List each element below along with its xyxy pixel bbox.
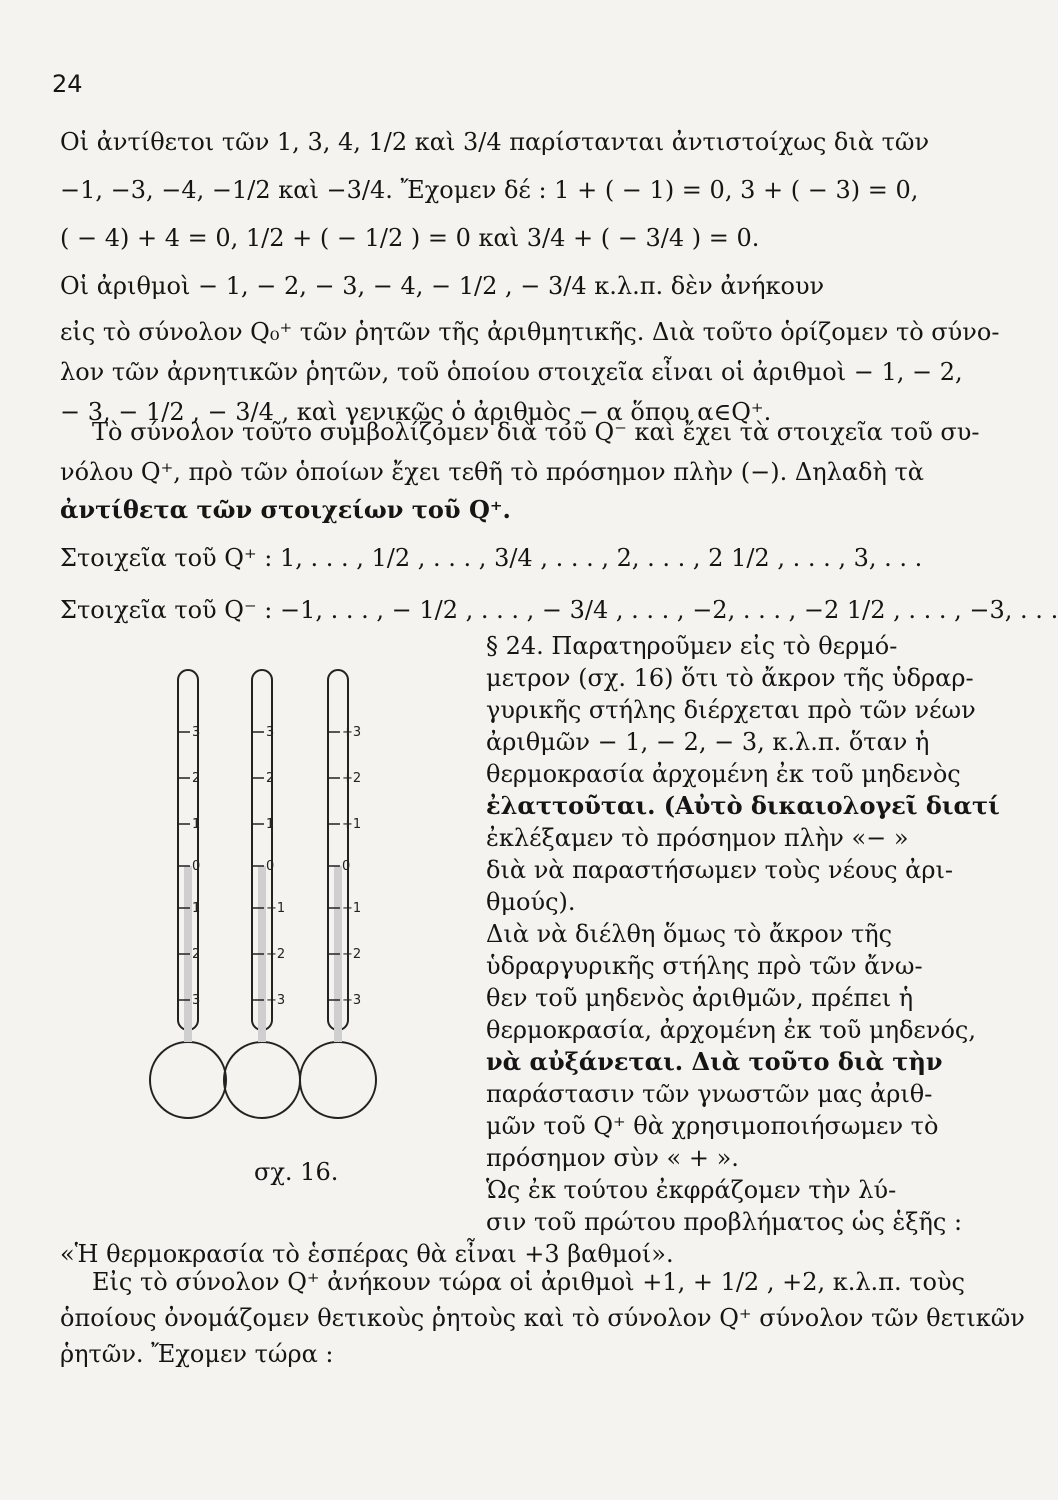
text-line: ὁποίους ὀνομάζομεν θετικοὺς ῥητοὺς καὶ τὸ σύνολον Q⁺ σύνολον τῶν θετικῶν: [60, 1304, 1025, 1332]
text-line: ῥητῶν. Ἔχομεν τώρα :: [60, 1340, 334, 1368]
text-line: Τὸ σύνολον τοῦτο συμβολίζομεν διὰ τοῦ Q⁻ καὶ ἔχει τὰ στοιχεῖα τοῦ συ-: [92, 418, 980, 446]
paragraph-line: μετρον (σχ. 16) ὅτι τὸ ἄκρον τῆς ὑδραρ-: [486, 664, 974, 692]
thermo1-label: 1: [192, 901, 201, 916]
paragraph-line: § 24. Παρατηροῦμεν εἰς τὸ θερμό-: [486, 632, 898, 660]
paragraph-line: Ὡς ἐκ τούτου ἐκφράζομεν τὴν λύ-: [486, 1176, 897, 1204]
paragraph-line: Διὰ νὰ διέλθη ὅμως τὸ ἄκρον τῆς: [486, 920, 893, 948]
text-line: λον τῶν ἀρνητικῶν ῥητῶν, τοῦ ὁποίου στοιχεῖα εἶναι οἱ ἀριθμοὶ − 1, − 2,: [60, 358, 963, 386]
text-line: Εἰς τὸ σύνολον Q⁺ ἀνήκουν τώρα οἱ ἀριθμοὶ +1, + 1/2 , +2, κ.λ.π. τοὺς: [92, 1268, 965, 1296]
text-line: − 3, − 1/2 , − 3/4 , καὶ γενικῶς ὁ ἀριθμὸς − α ὅπου α∈Q⁺.: [60, 398, 772, 426]
thermo2-label: −1: [266, 901, 286, 916]
thermo1-label: 0: [192, 859, 201, 874]
paragraph-line: σιν τοῦ πρώτου προβλήματος ὡς ἑξῆς :: [486, 1208, 963, 1236]
paragraph-line: θμούς).: [486, 888, 576, 916]
thermo2-label: −3: [266, 993, 286, 1008]
thermo3-label: 0: [342, 859, 351, 874]
paragraph-line: παράστασιν τῶν γνωστῶν μας ἀριθ-: [486, 1080, 933, 1108]
thermo3-label: +2: [342, 771, 362, 786]
paragraph-line: θερμοκρασία ἀρχομένη ἐκ τοῦ μηδενὸς: [486, 760, 961, 788]
thermo1-label: 1: [192, 817, 201, 832]
text-line: εἰς τὸ σύνολον Q₀⁺ τῶν ῥητῶν τῆς ἀριθμητικῆς. Διὰ τοῦτο ὁρίζομεν τὸ σύνο-: [60, 318, 1000, 346]
thermo3-label: +1: [342, 817, 362, 832]
text-line: −1, −3, −4, −1/2 καὶ −3/4. Ἔχομεν δέ : 1 + ( − 1) = 0, 3 + ( − 3) = 0,: [60, 176, 919, 204]
text-line: «Ἡ θερμοκρασία τὸ ἑσπέρας θὰ εἶναι +3 βαθμοί».: [60, 1240, 674, 1268]
elements-q-plus: Στοιχεῖα τοῦ Q⁺ : 1, . . . , 1/2 , . . . , 3/4 , . . . , 2, . . . , 2 1/2 , . . . , 3, . . .: [60, 544, 923, 572]
page-number: 24: [52, 70, 83, 98]
elements-q-minus: Στοιχεῖα τοῦ Q⁻ : −1, . . . , − 1/2 , . . . , − 3/4 , . . . , −2, . . . , −2 1/2 , . . . , −3, . . .: [60, 596, 1058, 624]
thermo3-label: −2: [342, 947, 362, 962]
text-line: Οἱ ἀριθμοὶ − 1, − 2, − 3, − 4, − 1/2 , − 3/4 κ.λ.π. δὲν ἀνήκουν: [60, 272, 825, 300]
paragraph-line: ὑδραργυρικῆς στήλης πρὸ τῶν ἄνω-: [486, 952, 923, 980]
thermo1-label: 3: [192, 993, 201, 1008]
paragraph-line: διὰ νὰ παραστήσωμεν τοὺς νέους ἀρι-: [486, 856, 954, 884]
thermo2-label: −2: [266, 947, 286, 962]
paragraph-line: θεν τοῦ μηδενὸς ἀριθμῶν, πρέπει ἡ: [486, 984, 914, 1012]
thermo1-label: 3: [192, 725, 201, 740]
thermo2-label: 0: [266, 859, 275, 874]
text-line: ( − 4) + 4 = 0, 1/2 + ( − 1/2 ) = 0 καὶ 3/4 + ( − 3/4 ) = 0.: [60, 224, 760, 252]
thermo2-label: 2: [266, 771, 275, 786]
paragraph-line: ἐκλέξαμεν τὸ πρόσημον πλὴν «− »: [486, 824, 909, 852]
thermo1-label: 2: [192, 771, 201, 786]
text-line: ἀντίθετα τῶν στοιχείων τοῦ Q⁺.: [60, 495, 511, 524]
thermometer-figure: [160, 670, 390, 1140]
text-line: νόλου Q⁺, πρὸ τῶν ὁποίων ἔχει τεθῆ τὸ πρόσημον πλὴν (−). Δηλαδὴ τὰ: [60, 458, 924, 486]
paragraph-line: ἀριθμῶν − 1, − 2, − 3, κ.λ.π. ὅταν ἡ: [486, 728, 930, 756]
paragraph-line: νὰ αὐξάνεται. Διὰ τοῦτο διὰ τὴν: [486, 1047, 943, 1076]
text-line: Οἱ ἀντίθετοι τῶν 1, 3, 4, 1/2 καὶ 3/4 παρίστανται ἀντιστοίχως διὰ τῶν: [60, 128, 930, 156]
thermo2-label: 1: [266, 817, 275, 832]
paragraph-line: γυρικῆς στήλης διέρχεται πρὸ τῶν νέων: [486, 696, 976, 724]
thermo1-label: 2: [192, 947, 201, 962]
thermo3-label: −3: [342, 993, 362, 1008]
thermo3-label: −1: [342, 901, 362, 916]
thermo3-label: +3: [342, 725, 362, 740]
thermo2-label: 3: [266, 725, 275, 740]
paragraph-line: μῶν τοῦ Q⁺ θὰ χρησιμοποιήσωμεν τὸ: [486, 1112, 939, 1140]
paragraph-line: θερμοκρασία, ἀρχομένη ἐκ τοῦ μηδενός,: [486, 1016, 976, 1044]
figure-caption: σχ. 16.: [254, 1158, 339, 1186]
paragraph-line: ἐλαττοῦται. (Αὐτὸ δικαιολογεῖ διατί: [486, 791, 1000, 820]
paragraph-line: πρόσημον σὺν « + ».: [486, 1144, 739, 1172]
